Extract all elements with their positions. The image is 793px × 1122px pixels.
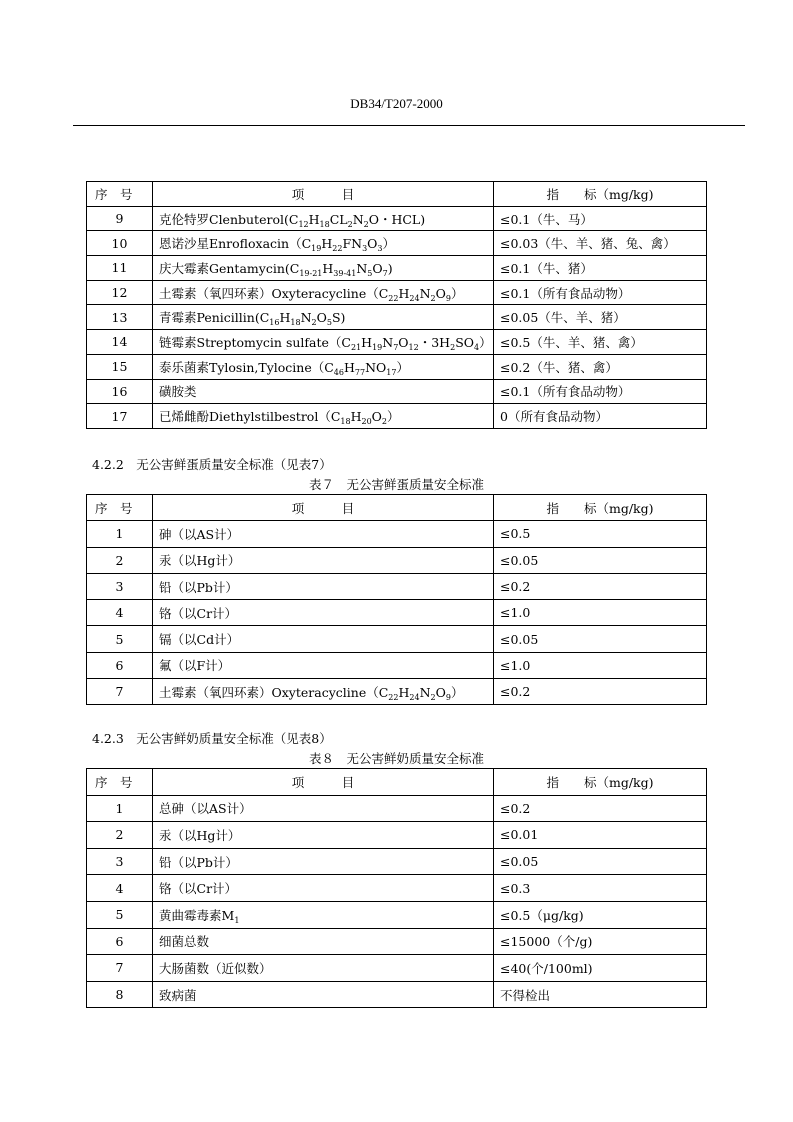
indicator-cell: ≤0.5（牛、羊、猪、禽） [494, 330, 707, 355]
item-cell: 镉（以Cd计） [153, 626, 494, 652]
indicator-cell: ≤1.0 [494, 600, 707, 626]
egg-standard-table [86, 494, 707, 705]
item-cell: 链霉素Streptomycin $sulfate(C_{21}H_{19}N_7O_{12}$・$3H_2SO_4$） [153, 330, 494, 355]
item-cell: 已烯雌酚$Diethylstilbestrol(C_{18}H_{20}O_2)$ [153, 404, 494, 429]
item-cell: 克伦特罗$Clenbuterol(C_{12}H_{18}CL_2N_2O$・HCL) [153, 206, 494, 231]
item-header: 项 目 [153, 495, 494, 521]
milk-standard-table [86, 768, 707, 1008]
indicator-cell: ≤0.3 [494, 875, 707, 902]
table-8-caption: 表８ 无公害鲜奶质量安全标准 [308, 751, 484, 766]
indicator-cell: 0（所有食品动物） [494, 404, 707, 429]
indicator-header: 指 标（mg/kg) [494, 495, 707, 521]
seq-cell: 5 [87, 626, 153, 652]
item-cell: 砷（以AS计） [153, 521, 494, 547]
seq-cell: 5 [87, 901, 153, 928]
table-row [87, 955, 707, 982]
seq-cell: 9 [87, 206, 153, 231]
table-row [87, 626, 707, 652]
seq-cell: 13 [87, 305, 153, 330]
seq-cell: 10 [87, 231, 153, 256]
seq-cell: 2 [87, 547, 153, 573]
seq-cell: 1 [87, 521, 153, 547]
table-row [87, 305, 707, 330]
seq-cell: 16 [87, 379, 153, 404]
item-cell: 大肠菌数（近似数） [153, 955, 494, 982]
table-row [87, 848, 707, 875]
indicator-cell: ≤0.2 [494, 573, 707, 599]
item-cell: 总砷（以AS计） [153, 795, 494, 822]
table-row [87, 206, 707, 231]
item-cell: 黄曲霉毒素$M_1$ [153, 901, 494, 928]
item-cell: 庆大霉素$Gentamycin(C_{19-21}H_{39-41}N_5O_7)$ [153, 256, 494, 281]
indicator-cell: ≤0.05 [494, 848, 707, 875]
seq-cell: 8 [87, 981, 153, 1008]
item-cell: 磺胺类 [153, 379, 494, 404]
item-cell: 铅（以Pb计） [153, 848, 494, 875]
seq-cell: 3 [87, 848, 153, 875]
table-row [87, 547, 707, 573]
indicator-header: 指 标（mg/kg) [494, 182, 707, 207]
table-row [87, 354, 707, 379]
indicator-cell: ≤40(个/100ml) [494, 955, 707, 982]
seq-cell: 6 [87, 652, 153, 678]
indicator-cell: ≤0.1（牛、猪） [494, 256, 707, 281]
indicator-cell: ≤0.05 [494, 547, 707, 573]
item-cell: 铬（以Cr计） [153, 600, 494, 626]
table-row [87, 231, 707, 256]
item-cell: 铬（以Cr计） [153, 875, 494, 902]
table-row [87, 795, 707, 822]
section-heading-4-2-3: 4.2.3 无公害鲜奶质量安全标准（见表8） [92, 731, 332, 746]
item-cell: 氟（以F计） [153, 652, 494, 678]
document-id-header: DB34/T207-2000 [350, 96, 443, 111]
table-header-row [87, 495, 707, 521]
item-cell: 土霉素（氧四环素）$Oxyteracycline(C_{22}H_{24}N_2O_9)$ [153, 280, 494, 305]
table-row [87, 521, 707, 547]
seq-cell: 4 [87, 875, 153, 902]
seq-cell: 7 [87, 679, 153, 705]
item-cell: 青霉素$Penicillin(C_{16}H_{18}N_2O_5S)$ [153, 305, 494, 330]
indicator-cell: ≤0.01 [494, 822, 707, 849]
indicator-cell: ≤0.03（牛、羊、猪、兔、禽） [494, 231, 707, 256]
indicator-cell: ≤0.1（所有食品动物） [494, 280, 707, 305]
table-row [87, 822, 707, 849]
item-cell: 汞（以Hg计） [153, 822, 494, 849]
seq-cell: 4 [87, 600, 153, 626]
seq-cell: 6 [87, 928, 153, 955]
seq-cell: 11 [87, 256, 153, 281]
table-row [87, 901, 707, 928]
indicator-cell: ≤0.05（牛、羊、猪） [494, 305, 707, 330]
table-row [87, 875, 707, 902]
section-heading-4-2-2: 4.2.2 无公害鲜蛋质量安全标准（见表7） [92, 457, 332, 472]
seq-cell: 3 [87, 573, 153, 599]
table-row [87, 404, 707, 429]
seq-cell: 7 [87, 955, 153, 982]
indicator-cell: ≤0.05 [494, 626, 707, 652]
indicator-cell: ≤0.2（牛、猪、禽） [494, 354, 707, 379]
seq-cell: 17 [87, 404, 153, 429]
seq-header: 序 号 [87, 182, 153, 207]
table-row [87, 330, 707, 355]
table-header-row [87, 769, 707, 796]
indicator-cell: 不得检出 [494, 981, 707, 1008]
residue-limit-table [86, 181, 707, 429]
table-row [87, 981, 707, 1008]
item-cell: 土霉素（氧四环素）$Oxyteracycline(C_{22}H_{24}N_2O_9)$ [153, 679, 494, 705]
seq-header: 序 号 [87, 495, 153, 521]
indicator-cell: ≤0.2 [494, 679, 707, 705]
seq-cell: 15 [87, 354, 153, 379]
indicator-header: 指 标（mg/kg) [494, 769, 707, 796]
indicator-cell: ≤0.1（牛、马） [494, 206, 707, 231]
indicator-cell: ≤15000（个/g) [494, 928, 707, 955]
item-cell: 恩诺沙星$Enrofloxacin(C_{19}H_{22}FN_3O_3)$ [153, 231, 494, 256]
table-row [87, 256, 707, 281]
table-row [87, 928, 707, 955]
header-rule [73, 125, 745, 126]
item-cell: 铅（以Pb计） [153, 573, 494, 599]
seq-cell: 2 [87, 822, 153, 849]
item-cell: 汞（以Hg计） [153, 547, 494, 573]
item-cell: 致病菌 [153, 981, 494, 1008]
seq-cell: 14 [87, 330, 153, 355]
seq-cell: 12 [87, 280, 153, 305]
indicator-cell: ≤0.5（μg/kg) [494, 901, 707, 928]
item-cell: 细菌总数 [153, 928, 494, 955]
item-cell: 泰乐菌素$Tylosin,Tylocine(C_{46}H_{77}NO_{17})$ [153, 354, 494, 379]
indicator-cell: ≤0.2 [494, 795, 707, 822]
item-header: 项 目 [153, 182, 494, 207]
table-row [87, 379, 707, 404]
item-header: 项 目 [153, 769, 494, 796]
indicator-cell: ≤0.5 [494, 521, 707, 547]
table-row [87, 280, 707, 305]
table-7-caption: 表７ 无公害鲜蛋质量安全标准 [308, 477, 484, 492]
table-header-row [87, 182, 707, 207]
seq-cell: 1 [87, 795, 153, 822]
table-row [87, 573, 707, 599]
table-row [87, 652, 707, 678]
indicator-cell: ≤0.1（所有食品动物） [494, 379, 707, 404]
seq-header: 序 号 [87, 769, 153, 796]
table-row [87, 600, 707, 626]
indicator-cell: ≤1.0 [494, 652, 707, 678]
table-row [87, 679, 707, 705]
